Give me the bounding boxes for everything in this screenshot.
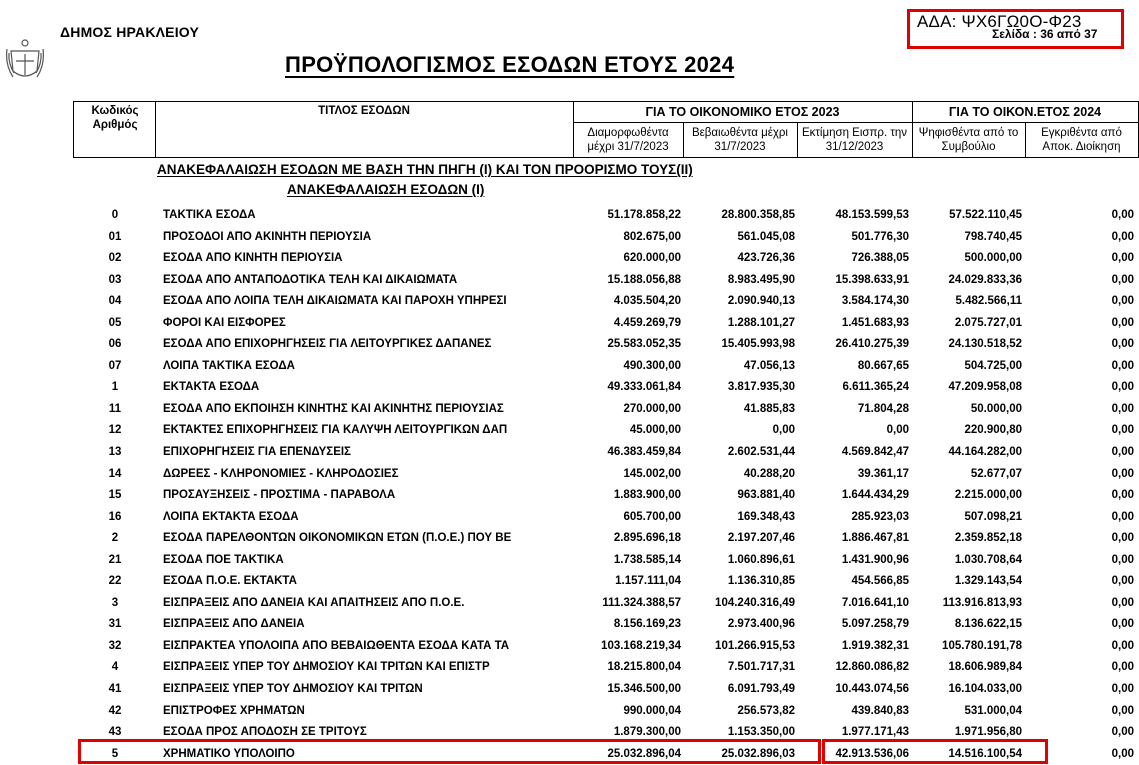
cell-shaped: 25.032.896,04 [607, 747, 681, 760]
cell-approved: 0,00 [1111, 726, 1134, 739]
cell-estimate: 48.153.599,53 [835, 209, 909, 221]
table-row [0, 593, 1139, 615]
cell-code: 31 [108, 618, 122, 631]
cell-certified: 47.056,13 [743, 359, 795, 372]
cell-estimate: 71.804,28 [857, 402, 909, 415]
cell-certified: 423.726,36 [737, 252, 795, 265]
cell-shaped: 51.178.858,22 [607, 209, 681, 221]
cell-code: 41 [108, 683, 122, 696]
cell-title: ΕΣΟΔΑ ΑΠΟ ΕΚΠΟΙΗΣΗ ΚΙΝΗΤΗΣ ΚΑΙ ΑΚΙΝΗΤΗΣ ΠΕΡΙΟΥΣΙΑΣ [163, 402, 504, 415]
cell-shaped: 1.157.111,04 [615, 575, 681, 588]
cell-estimate: 10.443.074,56 [835, 683, 909, 696]
cell-approved: 0,00 [1111, 402, 1134, 415]
cell-approved: 0,00 [1111, 596, 1134, 609]
table-row [0, 507, 1139, 529]
cell-approved: 0,00 [1111, 209, 1134, 221]
header-col-estimate: Εκτίμηση Εισπρ. την 31/12/2023 [801, 127, 908, 153]
cell-approved: 0,00 [1111, 381, 1134, 394]
cell-estimate: 454.566,85 [851, 575, 909, 588]
cell-approved: 0,00 [1111, 747, 1134, 760]
cell-code: 15 [108, 489, 122, 502]
cell-voted: 2.075.727,01 [954, 316, 1022, 329]
document-title: ΠΡΟΫΠΟΛΟΓΙΣΜΟΣ ΕΣΟΔΩΝ ΕΤΟΥΣ 2024 [285, 52, 735, 77]
cell-voted: 113.916.813,93 [942, 596, 1022, 609]
cell-certified: 8.983.495,90 [727, 273, 795, 286]
cell-approved: 0,00 [1111, 295, 1134, 308]
cell-certified: 25.032.896,03 [721, 747, 795, 760]
section-subtitle: ΑΝΑΚΕΦΑΛΑΙΩΣΗ ΕΣΟΔΩΝ (Ι) [287, 182, 485, 197]
cell-shaped: 4.035.504,20 [613, 295, 681, 308]
cell-approved: 0,00 [1111, 683, 1134, 696]
cell-voted: 798.740,45 [964, 230, 1022, 243]
table-row [0, 420, 1139, 442]
cell-voted: 24.130.518,52 [948, 338, 1022, 351]
cell-shaped: 103.168.219,34 [601, 639, 681, 652]
cell-approved: 0,00 [1111, 704, 1134, 717]
cell-voted: 47.209.958,08 [948, 381, 1022, 394]
header-title: ΤΙΤΛΟΣ ΕΣΟΔΩΝ [318, 105, 410, 117]
cell-certified: 2.197.207,46 [727, 532, 795, 545]
table-row [0, 614, 1139, 636]
cell-shaped: 49.333.061,84 [607, 381, 681, 394]
table-row [0, 313, 1139, 335]
cell-shaped: 15.346.500,00 [607, 683, 681, 696]
cell-code: 02 [108, 252, 122, 265]
cell-approved: 0,00 [1111, 639, 1134, 652]
cell-estimate: 1.886.467,81 [841, 532, 909, 545]
cell-title: ΕΙΣΠΡΑΞΕΙΣ ΑΠΟ ΔΑΝΕΙΑ [163, 618, 305, 631]
cell-estimate: 285.923,03 [851, 510, 909, 523]
cell-code: 12 [108, 424, 122, 437]
cell-approved: 0,00 [1111, 467, 1134, 480]
cell-shaped: 990.000,04 [623, 704, 681, 717]
cell-approved: 0,00 [1111, 359, 1134, 372]
table-row [0, 679, 1139, 701]
cell-approved: 0,00 [1111, 510, 1134, 523]
cell-voted: 44.164.282,00 [948, 446, 1022, 459]
cell-voted: 2.359.852,18 [954, 532, 1022, 545]
cell-estimate: 15.398.633,91 [835, 273, 909, 286]
table-row [0, 291, 1139, 313]
cell-estimate: 80.667,65 [857, 359, 909, 372]
cell-code: 1 [111, 381, 119, 394]
cell-approved: 0,00 [1111, 316, 1134, 329]
cell-approved: 0,00 [1111, 230, 1134, 243]
cell-shaped: 605.700,00 [623, 510, 681, 523]
cell-code: 11 [108, 402, 122, 415]
cell-shaped: 1.883.900,00 [613, 489, 681, 502]
cell-title: ΕΠΙΧΟΡΗΓΗΣΕΙΣ ΓΙΑ ΕΠΕΝΔΥΣΕΙΣ [163, 446, 351, 459]
cell-code: 05 [108, 316, 122, 329]
cell-estimate: 1.919.382,31 [841, 639, 909, 652]
header-col-voted: Ψηφισθέντα από το Συμβούλιο [918, 127, 1019, 153]
cell-voted: 52.677,07 [970, 467, 1022, 480]
cell-title: ΠΡΟΣΑΥΞΗΣΕΙΣ - ΠΡΟΣΤΙΜΑ - ΠΑΡΑΒΟΛΑ [163, 489, 396, 502]
cell-voted: 57.522.110,45 [949, 209, 1022, 221]
cell-certified: 15.405.993,98 [721, 338, 795, 351]
revenue-table-body [0, 205, 1139, 765]
table-row [0, 701, 1139, 723]
cell-title: ΕΣΟΔΑ ΠΡΟΣ ΑΠΟΔΟΣΗ ΣΕ ΤΡΙΤΟΥΣ [163, 726, 367, 739]
table-row [0, 485, 1139, 507]
cell-shaped: 8.156.169,23 [613, 618, 681, 631]
header-col-certified: Βεβαιωθέντα μέχρι 31/7/2023 [692, 127, 788, 153]
cell-approved: 0,00 [1111, 424, 1134, 437]
cell-title: ΕΙΣΠΡΑΞΕΙΣ ΥΠΕΡ ΤΟΥ ΔΗΜΟΣΙΟΥ ΚΑΙ ΤΡΙΤΩΝ ΚΑΙ ΕΠΙΣΤΡ [163, 661, 490, 674]
cell-estimate: 1.431.900,96 [841, 553, 909, 566]
cell-certified: 1.153.350,00 [727, 726, 795, 739]
cell-voted: 16.104.033,00 [948, 683, 1022, 696]
cell-shaped: 620.000,00 [623, 252, 681, 265]
coat-of-arms-icon [5, 37, 45, 83]
cell-estimate: 26.410.275,39 [835, 338, 909, 351]
cell-estimate: 39.361,17 [857, 467, 909, 480]
cell-certified: 40.288,20 [743, 467, 795, 480]
header-group-2024: ΓΙΑ ΤΟ ΟΙΚΟΝ.ΕΤΟΣ 2024 [948, 105, 1102, 119]
cell-approved: 0,00 [1111, 618, 1134, 631]
cell-approved: 0,00 [1111, 273, 1134, 286]
cell-estimate: 439.840,83 [851, 704, 909, 717]
cell-code: 21 [108, 553, 122, 566]
cell-voted: 507.098,21 [964, 510, 1022, 523]
cell-certified: 41.885,83 [743, 402, 795, 415]
header-col-approved: Εγκριθέντα από Αποκ. Διοίκηση [1041, 127, 1122, 153]
table-row [0, 205, 1139, 227]
table-row [0, 657, 1139, 679]
cell-certified: 101.266.915,53 [715, 639, 795, 652]
table-row [0, 377, 1139, 399]
cell-certified: 2.602.531,44 [727, 446, 795, 459]
cell-estimate: 1.644.434,29 [841, 489, 909, 502]
page-number: Σελίδα : 36 από 37 [992, 27, 1098, 41]
cell-certified: 256.573,82 [737, 704, 795, 717]
header-col-shaped: Διαμορφωθέντα μέχρι 31/7/2023 [587, 127, 669, 153]
header-code: Κωδικός Αριθμός [91, 105, 139, 131]
cell-voted: 504.725,00 [964, 359, 1022, 372]
cell-title: ΕΙΣΠΡΑΞΕΙΣ ΥΠΕΡ ΤΟΥ ΔΗΜΟΣΙΟΥ ΚΑΙ ΤΡΙΤΩΝ [163, 683, 423, 696]
cell-estimate: 1.977.171,43 [841, 726, 909, 739]
cell-approved: 0,00 [1111, 252, 1134, 265]
table-row [0, 571, 1139, 593]
table-row [0, 227, 1139, 249]
cell-title: ΕΣΟΔΑ ΑΠΟ ΕΠΙΧΟΡΗΓΗΣΕΙΣ ΓΙΑ ΛΕΙΤΟΥΡΓΙΚΕΣ ΔΑΠΑΝΕΣ [163, 338, 492, 351]
cell-estimate: 726.388,05 [851, 252, 909, 265]
table-row [0, 722, 1139, 744]
cell-code: 22 [108, 575, 122, 588]
cell-title: ΕΣΟΔΑ ΠΑΡΕΛΘΟΝΤΩΝ ΟΙΚΟΝΟΜΙΚΩΝ ΕΤΩΝ (Π.Ο.Ε.) ΠΟΥ ΒΕ [163, 532, 512, 545]
cell-code: 2 [111, 532, 119, 545]
table-row [0, 744, 1139, 765]
cell-approved: 0,00 [1111, 446, 1134, 459]
cell-code: 43 [108, 726, 122, 739]
cell-shaped: 1.879.300,00 [613, 726, 681, 739]
cell-code: 13 [108, 446, 122, 459]
cell-title: ΕΣΟΔΑ Π.Ο.Ε. ΕΚΤΑΚΤΑ [163, 575, 297, 588]
cell-voted: 105.780.191,78 [942, 639, 1022, 652]
section-title-summary: ΑΝΑΚΕΦΑΛΑΙΩΣΗ ΕΣΟΔΩΝ ΜΕ ΒΑΣΗ ΤΗΝ ΠΗΓΗ (Ι) ΚΑΙ ΤΟΝ ΠΡΟΟΡΙΣΜΟ ΤΟΥΣ(ΙΙ) [157, 162, 693, 177]
cell-certified: 7.501.717,31 [727, 661, 795, 674]
cell-estimate: 7.016.641,10 [841, 596, 909, 609]
cell-code: 04 [108, 295, 122, 308]
cell-shaped: 1.738.585,14 [613, 553, 681, 566]
cell-estimate: 501.776,30 [851, 230, 909, 243]
cell-certified: 561.045,08 [737, 230, 795, 243]
ada-code: ΑΔΑ: ΨΧ6ΓΩ0Ο-Φ23 [917, 12, 1082, 31]
cell-approved: 0,00 [1111, 532, 1134, 545]
cell-voted: 500.000,00 [964, 252, 1022, 265]
cell-title: ΦΟΡΟΙ ΚΑΙ ΕΙΣΦΟΡΕΣ [163, 316, 286, 329]
cell-voted: 5.482.566,11 [955, 295, 1022, 308]
table-row [0, 528, 1139, 550]
cell-voted: 1.329.143,54 [954, 575, 1022, 588]
cell-certified: 2.973.400,96 [727, 618, 795, 631]
cell-title: ΕΣΟΔΑ ΑΠΟ ΑΝΤΑΠΟΔΟΤΙΚΑ ΤΕΛΗ ΚΑΙ ΔΙΚΑΙΩΜΑΤΑ [163, 273, 458, 286]
cell-shaped: 145.002,00 [623, 467, 681, 480]
cell-code: 3 [111, 596, 119, 609]
cell-certified: 2.090.940,13 [727, 295, 795, 308]
cell-estimate: 4.569.842,47 [841, 446, 909, 459]
cell-shaped: 46.383.459,84 [607, 446, 681, 459]
table-row [0, 636, 1139, 658]
cell-estimate: 1.451.683,93 [841, 316, 909, 329]
table-row [0, 334, 1139, 356]
cell-voted: 8.136.622,15 [954, 618, 1022, 631]
cell-certified: 0,00 [772, 424, 795, 437]
cell-voted: 531.000,04 [964, 704, 1022, 717]
cell-certified: 6.091.793,49 [727, 683, 795, 696]
cell-shaped: 45.000,00 [629, 424, 681, 437]
cell-title: ΧΡΗΜΑΤΙΚΟ ΥΠΟΛΟΙΠΟ [163, 747, 295, 760]
cell-title: ΤΑΚΤΙΚΑ ΕΣΟΔΑ [163, 209, 256, 221]
cell-title: ΕΙΣΠΡΑΞΕΙΣ ΑΠΟ ΔΑΝΕΙΑ ΚΑΙ ΑΠΑΙΤΗΣΕΙΣ ΑΠΟ Π.Ο.Ε. [163, 596, 465, 609]
cell-approved: 0,00 [1111, 489, 1134, 502]
cell-code: 4 [111, 661, 119, 674]
cell-code: 03 [108, 273, 122, 286]
cell-certified: 3.817.935,30 [727, 381, 795, 394]
cell-code: 5 [111, 747, 119, 760]
table-row [0, 270, 1139, 292]
cell-shaped: 802.675,00 [623, 230, 681, 243]
cell-voted: 18.606.989,84 [948, 661, 1022, 674]
cell-voted: 220.900,80 [964, 424, 1022, 437]
cell-title: ΠΡΟΣΟΔΟΙ ΑΠΟ ΑΚΙΝΗΤΗ ΠΕΡΙΟΥΣΙΑ [163, 230, 372, 243]
cell-estimate: 42.913.536,06 [835, 747, 909, 760]
table-row [0, 442, 1139, 464]
cell-code: 07 [108, 359, 122, 372]
cell-code: 32 [108, 639, 122, 652]
cell-code: 42 [108, 704, 122, 717]
cell-estimate: 5.097.258,79 [841, 618, 909, 631]
municipality-name: ΔΗΜΟΣ ΗΡΑΚΛΕΙΟΥ [60, 24, 200, 40]
cell-estimate: 12.860.086,82 [835, 661, 909, 674]
cell-estimate: 6.611.365,24 [842, 381, 909, 394]
table-row [0, 356, 1139, 378]
cell-title: ΕΚΤΑΚΤΑ ΕΣΟΔΑ [163, 381, 260, 394]
cell-certified: 1.288.101,27 [727, 316, 795, 329]
cell-certified: 1.136.310,85 [727, 575, 795, 588]
cell-code: 14 [108, 467, 122, 480]
cell-title: ΕΚΤΑΚΤΕΣ ΕΠΙΧΟΡΗΓΗΣΕΙΣ ΓΙΑ ΚΑΛΥΨΗ ΛΕΙΤΟΥΡΓΙΚΩΝ ΔΑΠ [163, 424, 508, 437]
cell-estimate: 0,00 [886, 424, 909, 437]
cell-shaped: 270.000,00 [623, 402, 681, 415]
cell-certified: 104.240.316,49 [715, 596, 795, 609]
cell-approved: 0,00 [1111, 338, 1134, 351]
cell-voted: 1.030.708,64 [954, 553, 1022, 566]
table-row [0, 464, 1139, 486]
cell-approved: 0,00 [1111, 661, 1134, 674]
cell-shaped: 18.215.800,04 [607, 661, 681, 674]
cell-shaped: 25.583.052,35 [607, 338, 681, 351]
cell-certified: 169.348,43 [737, 510, 795, 523]
cell-title: ΛΟΙΠΑ ΕΚΤΑΚΤΑ ΕΣΟΔΑ [163, 510, 299, 523]
cell-title: ΕΙΣΠΡΑΚΤΕΑ ΥΠΟΛΟΙΠΑ ΑΠΟ ΒΕΒΑΙΩΘΕΝΤΑ ΕΣΟΔΑ ΚΑΤΑ ΤΑ [163, 639, 510, 652]
cell-estimate: 3.584.174,30 [841, 295, 909, 308]
cell-approved: 0,00 [1111, 575, 1134, 588]
cell-shaped: 111.324.388,57 [602, 596, 681, 609]
cell-code: 0 [111, 209, 119, 221]
cell-shaped: 4.459.269,79 [613, 316, 681, 329]
cell-voted: 14.516.100,54 [948, 747, 1022, 760]
cell-voted: 1.971.956,80 [954, 726, 1022, 739]
cell-certified: 28.800.358,85 [721, 209, 795, 221]
cell-code: 16 [108, 510, 122, 523]
cell-shaped: 2.895.696,18 [613, 532, 681, 545]
table-row [0, 399, 1139, 421]
table-row [0, 550, 1139, 572]
cell-title: ΛΟΙΠΑ ΤΑΚΤΙΚΑ ΕΣΟΔΑ [163, 359, 295, 372]
cell-voted: 24.029.833,36 [948, 273, 1022, 286]
cell-title: ΕΣΟΔΑ ΠΟΕ ΤΑΚΤΙΚΑ [163, 553, 284, 566]
cell-title: ΕΣΟΔΑ ΑΠΟ ΚΙΝΗΤΗ ΠΕΡΙΟΥΣΙΑ [163, 252, 343, 265]
cell-shaped: 490.300,00 [623, 359, 681, 372]
cell-voted: 2.215.000,00 [954, 489, 1022, 502]
cell-code: 01 [108, 230, 122, 243]
cell-certified: 963.881,40 [737, 489, 795, 502]
table-row [0, 248, 1139, 270]
cell-title: ΕΣΟΔΑ ΑΠΟ ΛΟΙΠΑ ΤΕΛΗ ΔΙΚΑΙΩΜΑΤΑ ΚΑΙ ΠΑΡΟΧΗ ΥΠΗΡΕΣΙ [163, 295, 507, 308]
cell-code: 06 [108, 338, 122, 351]
cell-approved: 0,00 [1111, 553, 1134, 566]
cell-certified: 1.060.896,61 [727, 553, 795, 566]
cell-voted: 50.000,00 [970, 402, 1022, 415]
cell-shaped: 15.188.056,88 [607, 273, 681, 286]
cell-title: ΕΠΙΣΤΡΟΦΕΣ ΧΡΗΜΑΤΩΝ [163, 704, 305, 717]
header-group-2023: ΓΙΑ ΤΟ ΟΙΚΟΝΟΜΙΚΟ ΕΤΟΣ 2023 [645, 105, 840, 119]
cell-title: ΔΩΡΕΕΣ - ΚΛΗΡΟΝΟΜΙΕΣ - ΚΛΗΡΟΔΟΣΙΕΣ [163, 467, 399, 480]
